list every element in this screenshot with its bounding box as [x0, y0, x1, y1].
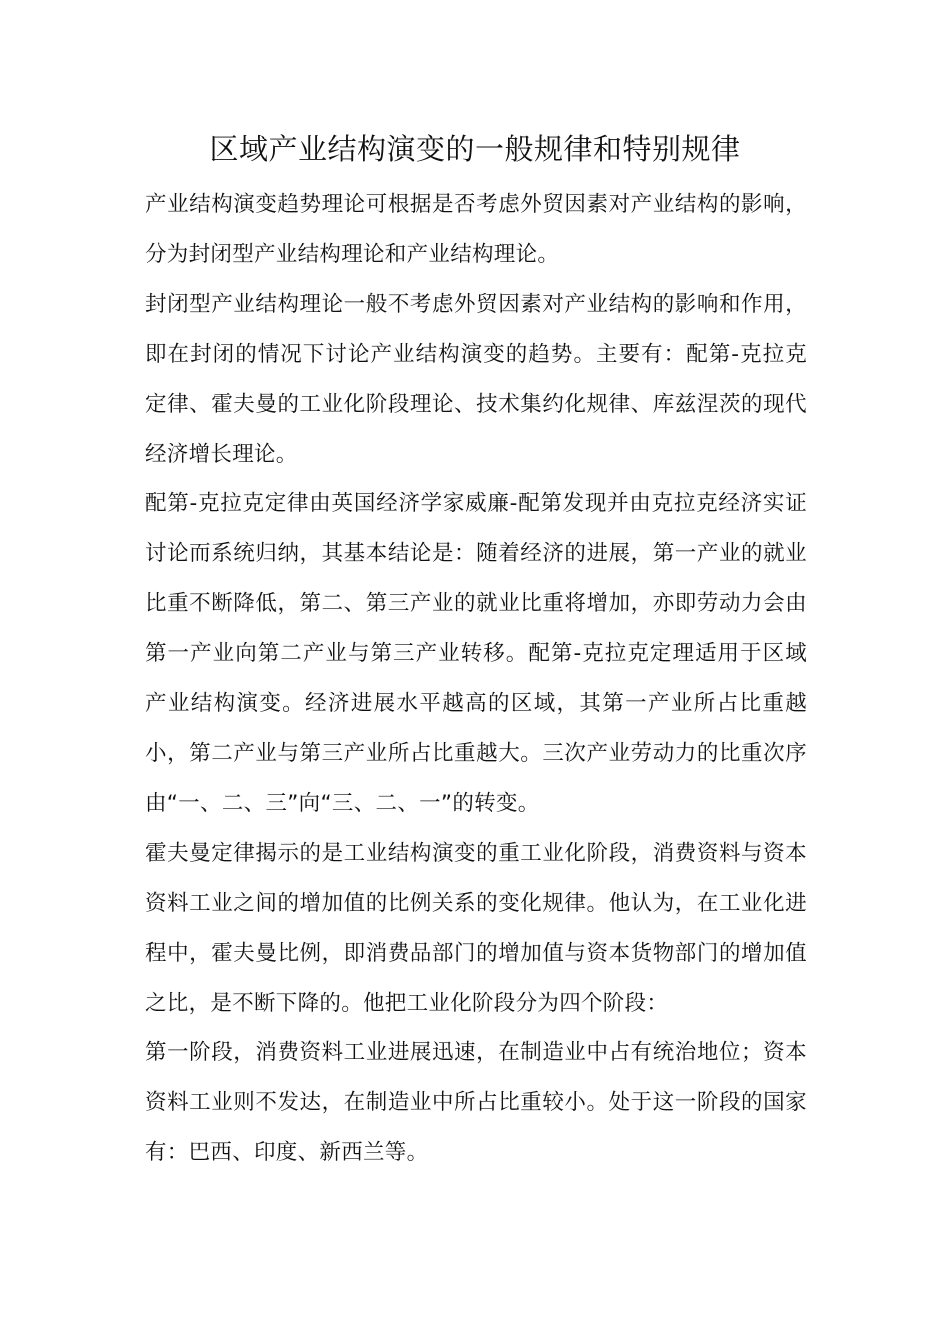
paragraph-3: 配第-克拉克定律由英国经济学家威廉-配第发现并由克拉克经济实证讨论而系统归纳，其基本结论是：随着经济的进展，第一产业的就业比重不断降低，第二、第三产业的就业比重将增加，亦即劳动力会由第一产业向第二产业与第三产业转移。配第-克拉克定理适用于区域产业结构演变。经济进展水平越高的区域，其第一产业所占比重越小，第二产业与第三产业所占比重越大。三次产业劳动力的比重次序由“一、二、三”向“三、二、一”的转变。 [145, 491, 807, 816]
document-title: 区域产业结构演变的一般规律和特别规律 [209, 132, 741, 166]
document-body [145, 180, 807, 1178]
paragraph-2: 封闭型产业结构理论一般不考虑外贸因素对产业结构的影响和作用，即在封闭的情况下讨论产业结构演变的趋势。主要有：配第-克拉克定律、霍夫曼的工业化阶段理论、技术集约化规律、库兹涅茨的现代经济增长理论。 [145, 291, 807, 467]
paragraph-4: 霍夫曼定律揭示的是工业结构演变的重工业化阶段，消费资料与资本资料工业之间的增加值的比例关系的变化规律。他认为，在工业化进程中，霍夫曼比例，即消费品部门的增加值与资本货物部门的增加值之比，是不断下降的。他把工业化阶段分为四个阶段： [145, 840, 807, 1016]
paragraph-5: 第一阶段，消费资料工业进展迅速，在制造业中占有统治地位；资本资料工业则不发达，在制造业中所占比重较小。处于这一阶段的国家有：巴西、印度、新西兰等。 [145, 1040, 807, 1166]
paragraph-1: 产业结构演变趋势理论可根据是否考虑外贸因素对产业结构的影响，分为封闭型产业结构理论和产业结构理论。 [145, 192, 807, 267]
